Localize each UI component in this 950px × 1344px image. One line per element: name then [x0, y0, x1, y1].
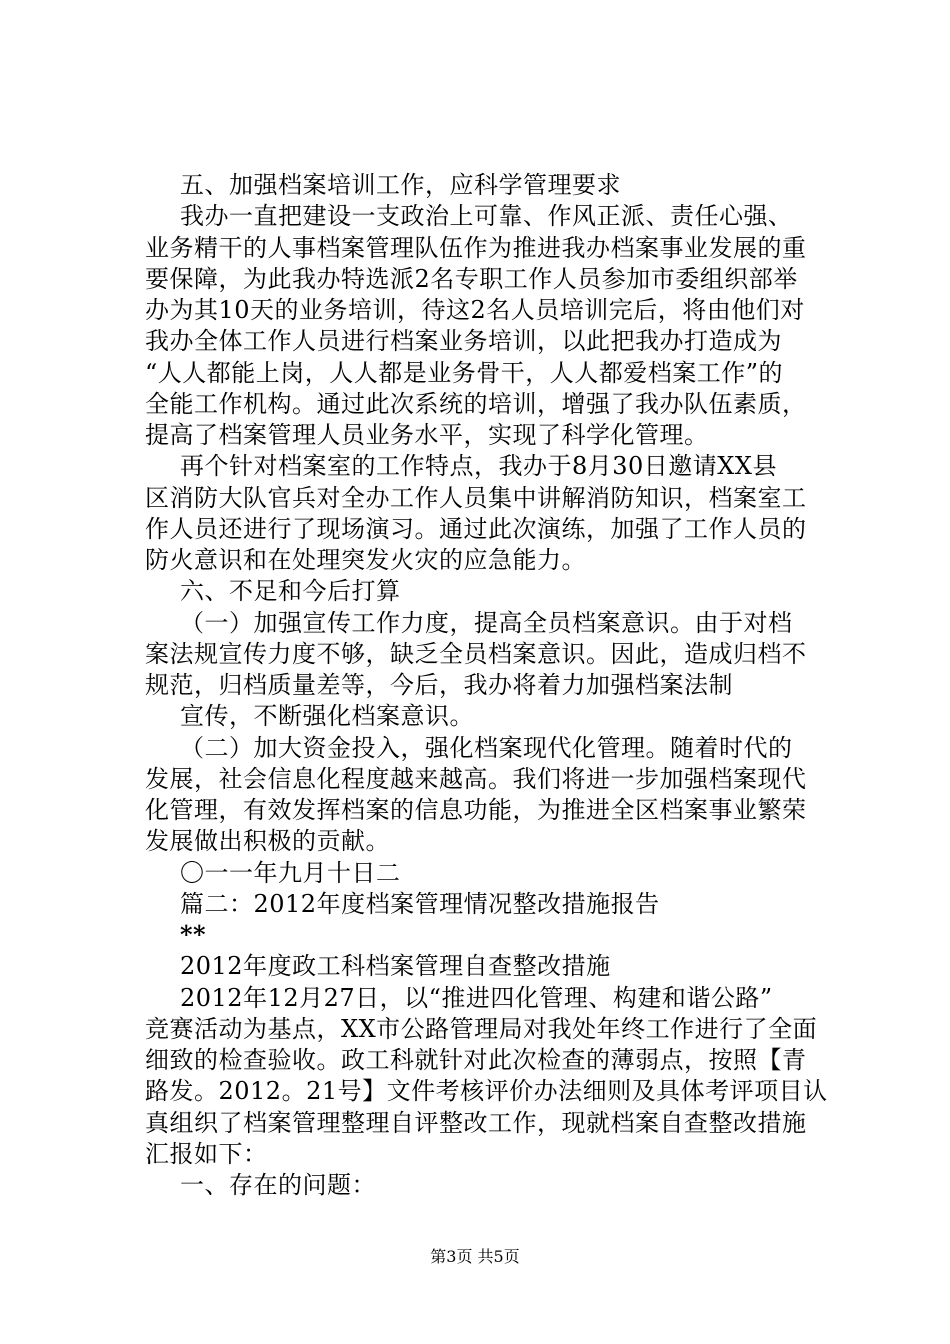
paragraph-line: （二）加大资金投入，强化档案现代化管理。随着时代的 — [180, 734, 793, 762]
heading-section-six: 六、不足和今后打算 — [180, 577, 401, 605]
paragraph-line: 2012年12月27日，以“推进四化管理、构建和谐公路” — [180, 984, 773, 1012]
paragraph-line: “人人都能上岗，人人都是业务骨干，人人都爱档案工作”的 — [145, 359, 784, 387]
date-line: 〇一一年九月十日二 — [180, 859, 401, 887]
paragraph-line: 业务精干的人事档案管理队伍作为推进我办档案事业发展的重 — [145, 234, 807, 262]
paragraph-line: 发展，社会信息化程度越来越高。我们将进一步加强档案现代 — [145, 765, 807, 793]
paragraph-line: （一）加强宣传工作力度，提高全员档案意识。由于对档 — [180, 609, 793, 637]
paragraph-line: 竞赛活动为基点，XX市公路管理局对我处年终工作进行了全面 — [145, 1015, 818, 1043]
paragraph-line: 我办一直把建设一支政治上可靠、作风正派、责任心强、 — [180, 202, 793, 230]
paragraph-line: 细致的检查验收。政工科就针对此次检查的薄弱点，按照【青 — [145, 1046, 807, 1074]
paragraph-line: 再个针对档案室的工作特点，我办于8月30日邀请XX县 — [180, 452, 777, 480]
paragraph-line: 我办全体工作人员进行档案业务培训，以此把我办打造成为 — [145, 327, 782, 355]
paragraph-line: 办为其10天的业务培训，待这2名人员培训完后，将由他们对 — [145, 296, 805, 324]
page-number-footer: 第3页 共5页 — [430, 1247, 520, 1266]
paragraph-line: 全能工作机构。通过此次系统的培训，增强了我办队伍素质， — [145, 390, 807, 418]
paragraph-line: 防火意识和在处理突发火灾的应急能力。 — [145, 546, 586, 574]
paragraph-line: 案法规宣传力度不够，缺乏全员档案意识。因此，造成归档不 — [145, 640, 807, 668]
heading-section-five: 五、加强档案培训工作，应科学管理要求 — [180, 171, 621, 199]
paragraph-line: 真组织了档案管理整理自评整改工作，现就档案自查整改措施 — [145, 1109, 807, 1137]
paragraph-line: 路发。2012。21号】文件考核评价办法细则及具体考评项目认 — [145, 1077, 828, 1105]
subheading-issues: 一、存在的问题： — [180, 1171, 376, 1199]
paragraph-line: 汇报如下： — [145, 1140, 268, 1168]
paragraph-line: 作人员还进行了现场演习。通过此次演练，加强了工作人员的 — [145, 515, 807, 543]
chapter-title: 篇二：2012年度档案管理情况整改措施报告 — [180, 890, 660, 918]
paragraph-line: 发展做出积极的贡献。 — [145, 827, 390, 855]
paragraph-line: 区消防大队官兵对全办工作人员集中讲解消防知识，档案室工 — [145, 484, 807, 512]
paragraph-line: 规范，归档质量差等，今后，我办将着力加强档案法制 — [145, 671, 733, 699]
paragraph-line: 提高了档案管理人员业务水平，实现了科学化管理。 — [145, 421, 709, 449]
paragraph-line: 化管理，有效发挥档案的信息功能，为推进全区档案事业繁荣 — [145, 796, 807, 824]
paragraph-line: 宣传，不断强化档案意识。 — [180, 702, 474, 730]
section-title: 2012年度政工科档案管理自查整改措施 — [180, 952, 611, 980]
redacted-marker: ** — [180, 920, 207, 949]
paragraph-line: 要保障，为此我办特选派2名专职工作人员参加市委组织部举 — [145, 265, 798, 293]
